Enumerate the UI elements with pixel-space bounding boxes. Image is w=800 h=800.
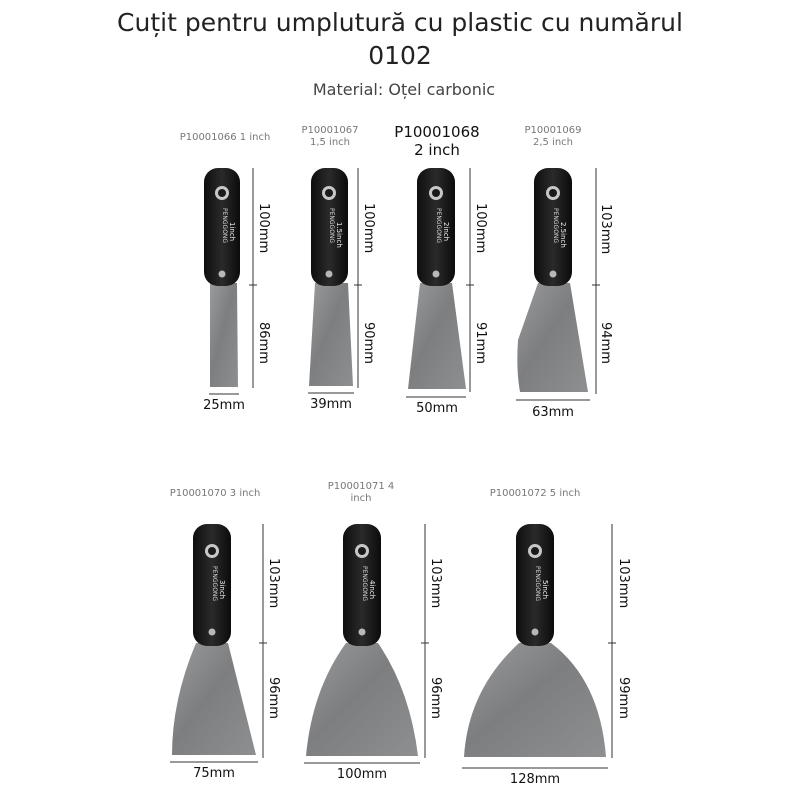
knife-1-handle-height: 100mm <box>256 203 271 254</box>
knife-4-blade-height: 94mm <box>598 322 613 364</box>
knife-5-handle-height: 103mm <box>266 558 281 609</box>
knife-3-width: 50mm <box>416 401 458 416</box>
knife-3-blade-height: 91mm <box>473 322 488 364</box>
knife-4-code-line-2: 2,5 inch <box>532 137 574 148</box>
knife-7 <box>464 524 606 757</box>
knife-1-blade <box>210 283 238 387</box>
knife-1 <box>204 168 240 387</box>
knife-7-code: P10001072 5 inch <box>489 488 581 499</box>
knife-4-brand: PENGGONG <box>552 208 559 244</box>
knife-6-brand: PENGGONG <box>361 566 368 602</box>
knife-4-handle-label: 2.5inch <box>559 222 567 248</box>
knife-3-blade <box>408 283 466 389</box>
knife-3-brand: PENGGONG <box>435 208 442 244</box>
knife-6-blade <box>306 643 418 756</box>
knife-4-code-line-1: P10001069 <box>524 125 582 136</box>
knife-2-blade-height: 90mm <box>361 322 376 364</box>
title-line-1: Cuțit pentru umplutură cu plastic cu numărul <box>117 8 683 37</box>
knife-4-width: 63mm <box>532 405 574 420</box>
knife-5-handle-label: 3inch <box>218 580 226 600</box>
knife-5-width: 75mm <box>193 766 235 781</box>
knife-4 <box>517 168 588 392</box>
knife-6-blade-height: 96mm <box>428 677 443 719</box>
knife-5-brand: PENGGONG <box>211 566 218 602</box>
knife-3-code-line-1: P10001068 <box>394 123 480 141</box>
knife-2-handle-label: 1.5inch <box>335 222 343 248</box>
knife-1-width: 25mm <box>203 398 245 413</box>
knife-6-code-line-2: inch <box>350 493 372 504</box>
knife-6-width: 100mm <box>336 767 388 782</box>
knife-4-code <box>503 125 603 149</box>
knife-1-blade-height: 86mm <box>256 322 271 364</box>
knife-2-code <box>280 125 380 149</box>
knife-6-handle-height: 103mm <box>428 558 443 609</box>
knife-1-code: P10001066 1 inch <box>179 132 271 143</box>
knife-7-blade-height: 99mm <box>616 677 631 719</box>
knife-3-handle-label: 2inch <box>442 222 450 242</box>
knife-2-code-line-2: 1,5 inch <box>309 137 351 148</box>
knife-6 <box>306 524 418 756</box>
knife-3 <box>408 168 466 389</box>
knife-7-blade <box>464 643 606 757</box>
knife-5-code: P10001070 3 inch <box>169 488 261 499</box>
knife-7-brand: PENGGONG <box>534 566 541 602</box>
title-line-2: 0102 <box>368 41 432 70</box>
knife-2 <box>309 168 353 386</box>
knife-2-code-line-1: P10001067 <box>301 125 359 136</box>
knife-5-blade <box>172 643 256 755</box>
knife-4-blade <box>517 283 588 392</box>
knife-1-handle-label: 1inch <box>228 222 236 242</box>
knife-6-code-line-1: P10001071 4 <box>327 481 395 492</box>
knife-6-handle-label: 4inch <box>368 580 376 600</box>
knife-2-width: 39mm <box>310 397 352 412</box>
knife-7-handle-label: 5inch <box>541 580 549 600</box>
knife-5 <box>172 524 256 755</box>
knife-7-width: 128mm <box>509 772 561 787</box>
knife-6-code <box>311 481 411 505</box>
knife-2-blade <box>309 283 353 386</box>
knife-5-blade-height: 96mm <box>266 677 281 719</box>
knife-7-handle-height: 103mm <box>616 558 631 609</box>
knife-2-brand: PENGGONG <box>328 208 335 244</box>
knife-4-handle-height: 103mm <box>598 204 613 255</box>
knife-3-code <box>372 123 502 159</box>
knife-3-code-line-2: 2 inch <box>414 141 460 159</box>
knife-1-brand: PENGGONG <box>221 208 228 244</box>
knife-3-handle-height: 100mm <box>473 203 488 254</box>
material-label: Material: Oțel carbonic <box>312 80 496 99</box>
knife-2-handle-height: 100mm <box>361 203 376 254</box>
